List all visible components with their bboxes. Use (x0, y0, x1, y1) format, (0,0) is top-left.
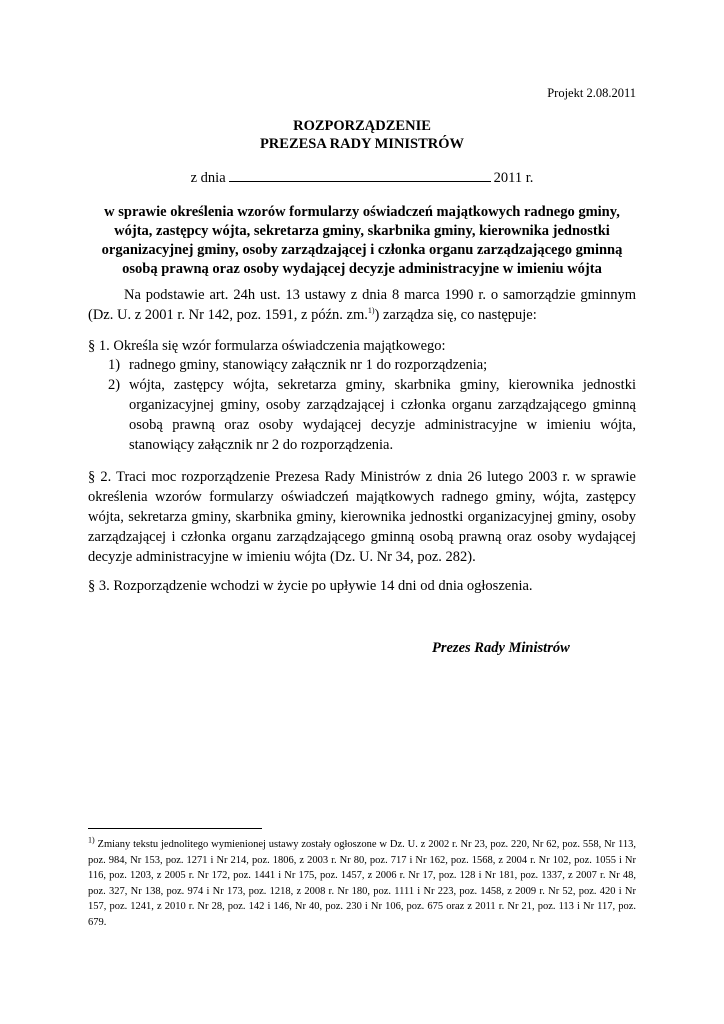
intro-text-before: Na podstawie art. 24h ust. 13 ustawy z dnia 8 marca 1990 r. o samorządzie gminnym (Dz. U. z 2001 r. Nr 142, poz. 1591, z późn. zm. (88, 287, 636, 323)
date-prefix: z dnia (190, 170, 226, 186)
document-title-line1: ROZPORZĄDZENIE (293, 118, 431, 134)
section-2-text: § 2. Traci moc rozporządzenie Prezesa Rady Ministrów z dnia 26 lutego 2003 r. w sprawie określenia wzorów formularzy oświadczeń majątkowych radnego gminy, wójta, zastępcy wójta, sekretarza gminy, skarbnika gminy, kierownika jednostki organizacyjnej gminy, osoby zarządzającej i członka organu zarządzającego gminną osobą prawną oraz osoby wydającej decyzje administracyjne w imieniu wójta (Dz. U. Nr 34, poz. 282). (88, 469, 636, 565)
footnote-reference: 1) (367, 306, 375, 316)
section-1-item-2 (108, 375, 636, 455)
section-1-text: § 1. Określa się wzór formularza oświadczenia majątkowego: (88, 338, 446, 354)
item-number: 1) (108, 357, 121, 373)
date-blank (229, 171, 491, 182)
footnote-separator (88, 828, 262, 829)
item-number: 2) (108, 377, 121, 393)
section-3-text: § 3. Rozporządzenie wchodzi w życie po upływie 14 dni od dnia ogłoszenia. (88, 578, 533, 594)
item-text: wójta, zastępcy wójta, sekretarza gminy, skarbnika gminy, kierownika jednostki organizacyjnej gminy, osoby zarządzającej i członka organu zarządzającego gminną osobą prawną oraz osoby wydającej decyzje administracyjne w imieniu wójta, stanowiący załącznik nr 2 do rozporządzenia. (129, 377, 636, 453)
section-1-item-1 (108, 355, 636, 375)
intro-text-after: ) zarządza się, co następuje: (374, 307, 537, 323)
footnote-text: Zmiany tekstu jednolitego wymienionej ustawy zostały ogłoszone w Dz. U. z 2002 r. Nr 23, poz. 220, Nr 62, poz. 558, Nr 113, poz. 984, Nr 153, poz. 1271 i Nr 214, poz. 1806, z 2003 r. Nr 80, poz. 717 i Nr 162, poz. 1568, z 2004 r. Nr 102, poz. 1055 i Nr 116, poz. 1203, z 2005 r. Nr 172, poz. 1441 i Nr 175, poz. 1457, z 2006 r. Nr 17, poz. 128 i Nr 181, poz. 1337, z 2007 r. Nr 48, poz. 327, Nr 138, poz. 974 i Nr 173, poz. 1218, z 2008 r. Nr 180, poz. 1111 i Nr 223, poz. 1458, z 2009 r. Nr 52, poz. 420 i Nr 157, poz. 1241, z 2010 r. Nr 28, poz. 142 i 146, Nr 40, poz. 230 i Nr 106, poz. 675 oraz z 2011 r. Nr 21, poz. 113 i Nr 117, poz. 679. (88, 839, 637, 928)
item-text: radnego gminy, stanowiący załącznik nr 1 do rozporządzenia; (129, 357, 488, 373)
date-line (0, 170, 724, 187)
footnote-marker: 1) (88, 835, 95, 845)
signature: Prezes Rady Ministrów (432, 640, 570, 656)
project-label: Projekt 2.08.2011 (547, 86, 636, 100)
document-subject: w sprawie określenia wzorów formularzy oświadczeń majątkowych radnego gminy, wójta, zastępcy wójta, sekretarza gminy, skarbnika gminy, kierownika jednostki organizacyjnej gminy, osoby zarządzającej i członka organu zarządzającego gminną osobą prawną oraz osoby wydającej decyzje administracyjne w imieniu wójta (101, 204, 623, 277)
footnote (88, 837, 636, 930)
document-title-line2: PREZESA RADY MINISTRÓW (259, 136, 465, 152)
intro-paragraph (88, 285, 636, 325)
date-suffix: 2011 r. (493, 170, 534, 186)
